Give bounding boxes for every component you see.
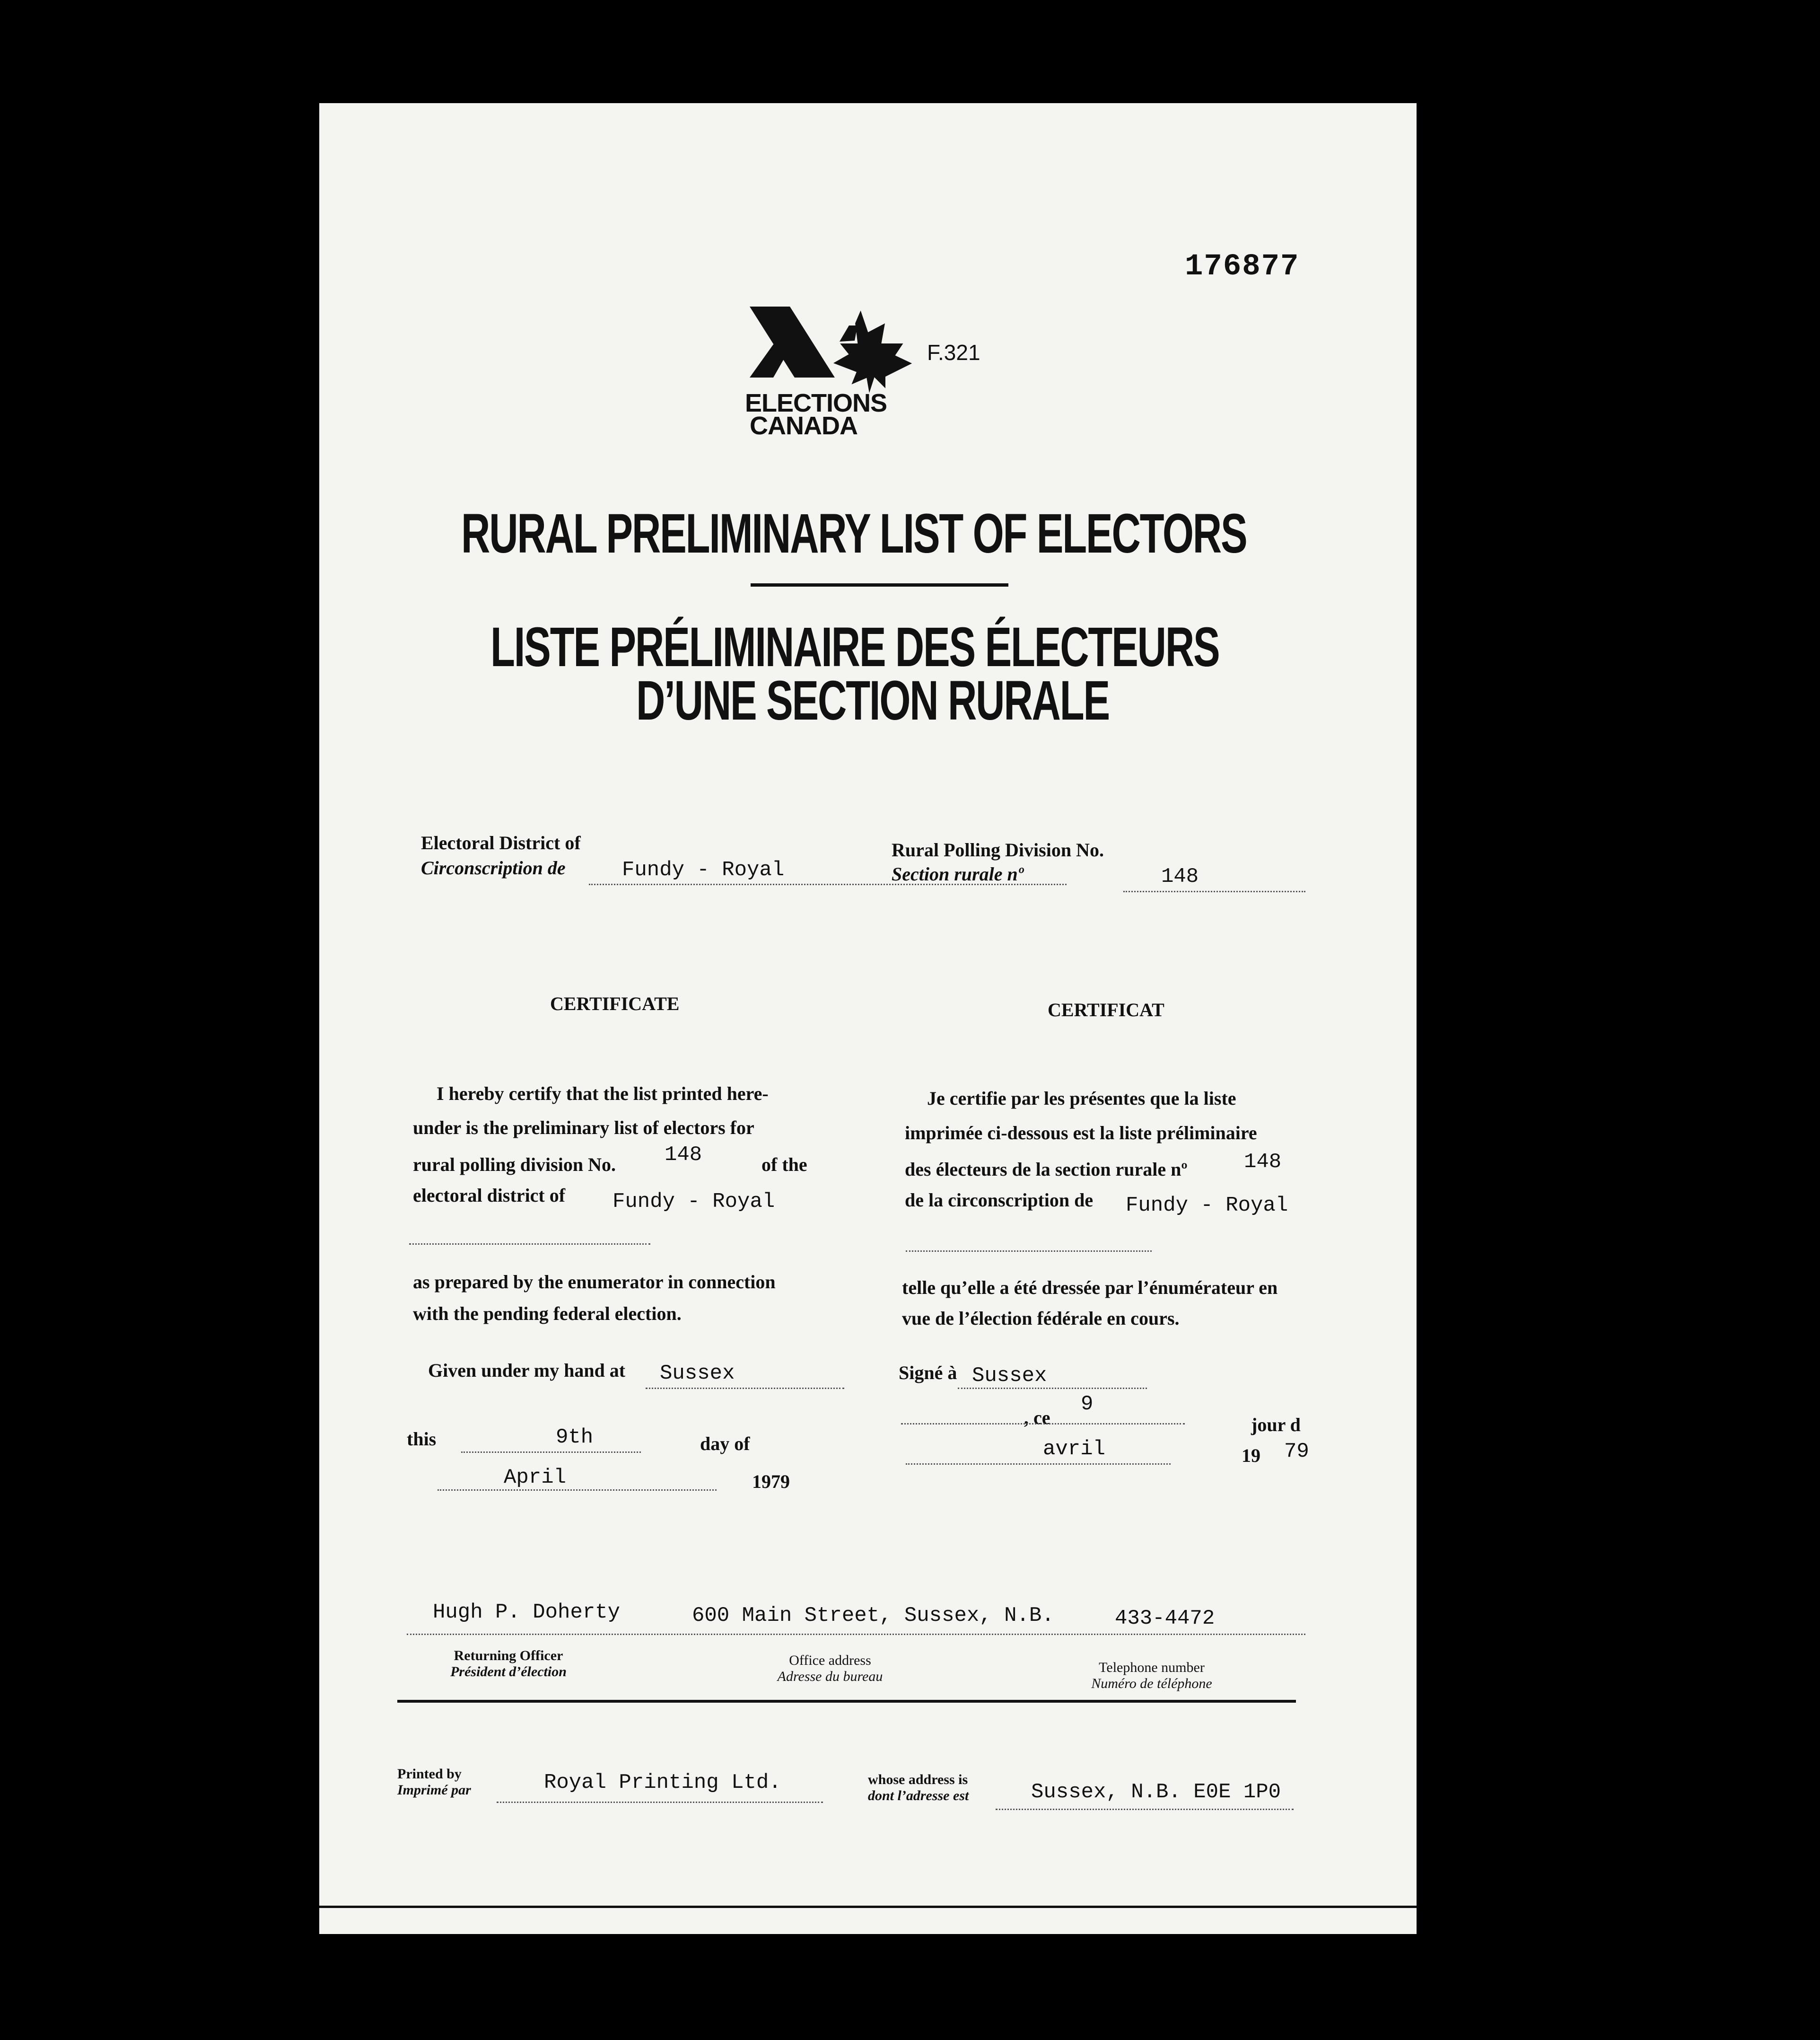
cert-en-line3-a: rural polling division No. — [413, 1154, 616, 1175]
district-value: Fundy - Royal — [622, 858, 785, 882]
cert-fr-line5: telle qu’elle a été dressée par l’énumérateur en — [902, 1277, 1278, 1298]
printed-by-label-fr: Imprimé par — [397, 1782, 471, 1798]
printer-name: Royal Printing Ltd. — [544, 1771, 781, 1794]
printer-address: Sussex, N.B. E0E 1P0 — [1031, 1780, 1281, 1804]
printer-address-underline — [996, 1809, 1294, 1810]
printed-by-label-en: Printed by — [397, 1766, 462, 1782]
certificate-heading-fr: CERTIFICAT — [1048, 999, 1164, 1020]
division-value: 148 — [1161, 865, 1199, 888]
officer-phone-caption-fr: Numéro de téléphone — [1091, 1676, 1212, 1691]
logo-text — [745, 389, 887, 440]
officer-address-caption-en: Office address — [789, 1653, 871, 1668]
printer-address-label — [868, 1772, 969, 1804]
officer-phone: 433-4472 — [1115, 1607, 1215, 1630]
title-divider — [751, 583, 1008, 587]
fr-year-value: 79 — [1284, 1440, 1309, 1463]
cert-en-line2: under is the preliminary list of electors for — [413, 1117, 754, 1138]
cert-fr-district-value: Fundy - Royal — [1126, 1194, 1288, 1217]
given-label: Given under my hand at — [428, 1360, 626, 1381]
year-value: 1979 — [752, 1471, 790, 1492]
cert-en-division-value: 148 — [665, 1143, 702, 1167]
jour-label: jour d — [1251, 1414, 1301, 1435]
officer-address-caption — [773, 1653, 887, 1685]
given-underline — [646, 1388, 844, 1389]
logo-text-line1: ELECTIONS — [745, 389, 887, 417]
officer-name-caption — [447, 1648, 570, 1680]
cert-en-line1: I hereby certify that the list printed here- — [437, 1083, 769, 1104]
title-fr-line2: D’UNE SECTION RURALE — [636, 669, 1109, 732]
bottom-rule — [319, 1906, 1417, 1908]
ce-label: , ce — [1024, 1407, 1050, 1428]
day-underline — [461, 1451, 641, 1453]
document-page — [319, 103, 1417, 1934]
cert-fr-line1: Je certifie par les présentes que la liste — [927, 1088, 1236, 1109]
division-label-en: Rural Polling Division No. — [892, 839, 1104, 861]
signe-label: Signé à — [899, 1362, 957, 1383]
cert-fr-division-value: 148 — [1244, 1150, 1282, 1174]
printer-address-label-fr: dont l’adresse est — [868, 1788, 969, 1803]
cert-fr-line4-a: de la circonscription de — [905, 1189, 1094, 1211]
cert-en-blank-line — [409, 1243, 650, 1245]
fr-month-value: avril — [1043, 1437, 1106, 1461]
officer-address-caption-fr: Adresse du bureau — [777, 1669, 883, 1684]
month-underline — [438, 1489, 717, 1491]
ce-underline — [901, 1423, 1185, 1424]
cert-fr-blank-line — [906, 1250, 1152, 1252]
printer-address-label-en: whose address is — [868, 1772, 968, 1787]
signe-underline — [958, 1388, 1147, 1389]
cert-fr-line3-a: des électeurs de la section rurale nº — [905, 1159, 1188, 1180]
officer-name: Hugh P. Doherty — [433, 1600, 621, 1624]
cert-en-line4-a: electoral district of — [413, 1185, 566, 1206]
division-underline — [1123, 891, 1305, 892]
printer-name-underline — [497, 1802, 823, 1803]
day-of-label: day of — [700, 1433, 750, 1454]
district-label-en: Electoral District of — [421, 832, 581, 853]
form-code: F.321 — [927, 340, 980, 365]
officer-phone-caption-en: Telephone number — [1099, 1660, 1205, 1675]
fr-month-underline — [906, 1463, 1171, 1465]
officer-name-caption-en: Returning Officer — [454, 1648, 563, 1663]
elections-canada-logo — [745, 297, 934, 439]
printed-by-label — [397, 1766, 471, 1798]
logo-text-line2: CANADA — [750, 412, 858, 440]
officer-underline — [407, 1634, 1305, 1635]
officer-phone-caption — [1067, 1660, 1237, 1692]
ce-day-value: 9 — [1081, 1392, 1094, 1416]
title-en: RURAL PRELIMINARY LIST OF ELECTORS — [461, 502, 1247, 565]
cert-en-line6: with the pending federal election. — [413, 1303, 682, 1324]
given-place-value: Sussex — [660, 1362, 735, 1385]
signe-place-value: Sussex — [972, 1364, 1047, 1388]
officer-name-caption-fr: Président d’élection — [450, 1664, 567, 1679]
cert-en-line5: as prepared by the enumerator in connection — [413, 1271, 776, 1293]
cert-en-district-value: Fundy - Royal — [612, 1190, 775, 1213]
officer-address: 600 Main Street, Sussex, N.B. — [692, 1604, 1054, 1627]
certificate-heading-en: CERTIFICATE — [550, 993, 680, 1014]
cert-en-line3-b: of the — [761, 1154, 807, 1175]
cert-fr-line2: imprimée ci-dessous est la liste préliminaire — [905, 1122, 1257, 1143]
day-value: 9th — [556, 1425, 594, 1449]
cert-fr-line6: vue de l’élection fédérale en cours. — [902, 1308, 1180, 1329]
serial-number: 176877 — [1185, 250, 1300, 284]
month-value: April — [504, 1466, 567, 1489]
district-label-fr: Circonscription de — [421, 857, 566, 879]
this-label: this — [407, 1428, 437, 1450]
title-fr-line1: LISTE PRÉLIMINAIRE DES ÉLECTEURS — [490, 616, 1219, 678]
division-label-fr: Section rurale nº — [892, 863, 1024, 885]
fr-year-prefix: 19 — [1242, 1445, 1260, 1466]
section-divider — [397, 1700, 1296, 1703]
